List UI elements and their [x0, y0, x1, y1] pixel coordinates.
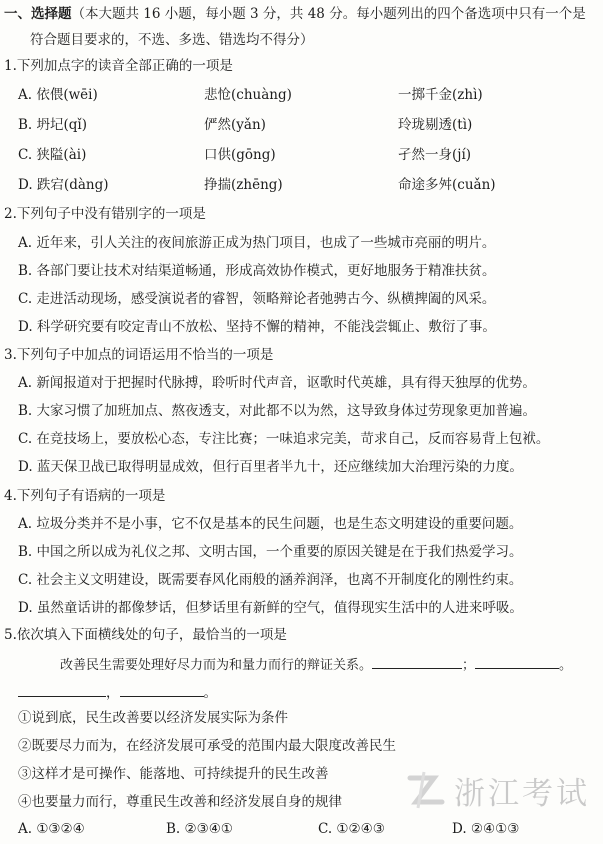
q3-option-a: A. 新闻报道对于把握时代脉搏，聆听时代声音，讴歌时代英雄，具有得天独厚的优势。: [18, 375, 536, 391]
q3-stem: 3.下列句子中加点的词语运用不恰当的一项是: [4, 347, 274, 363]
q5-passage-line-2: [18, 682, 217, 702]
q5-choice-a: A. ①③②④: [18, 821, 85, 837]
q2-option-a: A. 近年来，引人关注的夜间旅游正成为热门项目，也成了一些城市亮丽的明片。: [18, 235, 496, 251]
q1-option-a-3: 一掷千金(zhì): [398, 87, 483, 103]
q2-option-d: D. 科学研究要有咬定青山不放松、坚持不懈的精神，不能浅尝辄止、敷衍了事。: [18, 319, 496, 335]
q5-passage: 改善民生需要处理好尽力而为和量力而行的辩证关系。: [60, 658, 373, 673]
fill-blank-3: [18, 682, 106, 697]
q1-option-c-3: 孑然一身(jí): [398, 147, 472, 163]
q5-item-4: ④也要量力而行，尊重民生改善和经济发展自身的规律: [18, 794, 342, 810]
q4-option-d: D. 虽然童话讲的都像梦话，但梦话里有新鲜的空气，值得现实生活中的人进来呼吸。: [18, 600, 523, 616]
q4-stem: 4.下列句子有语病的一项是: [4, 488, 166, 504]
section-title: 一、选择题: [4, 6, 72, 22]
q5-item-2: ②既要尽力而为，在经济发展可承受的范围内最大限度改善民生: [18, 738, 396, 754]
q5-choice-d: D. ②④①③: [452, 821, 520, 837]
section-desc-2: 符合题目要求的，不选、多选、错选均不得分）: [30, 32, 314, 48]
q3-option-b: B. 大家习惯了加班加点、熬夜透支，对此都不以为然，这导致身体过劳现象更加普遍。: [18, 403, 537, 419]
section-header: [4, 5, 586, 23]
q2-option-c: C. 走进活动现场，感受演说者的睿智，领略辩论者弛骋古今、纵横捭阖的风采。: [18, 291, 496, 307]
q1-option-c-1: C. 狭隘(ài): [18, 147, 87, 163]
q1-stem: 1.下列加点字的读音全部正确的一项是: [4, 58, 233, 74]
watermark-logo-icon: [404, 768, 448, 812]
q3-option-c: C. 在竞技场上，要放松心态，专注比赛；一味追求完美，苛求自己，反而容易背上包袱。: [18, 431, 550, 447]
q2-stem: 2.下列句子中没有错别字的一项是: [4, 206, 206, 222]
fill-blank-4: [120, 682, 204, 697]
q1-option-a-1: A. 依偎(wēi): [18, 87, 98, 103]
q1-option-c-2: 口供(gōng): [204, 147, 276, 163]
q5-item-1: ①说到底，民生改善要以经济发展实际为条件: [18, 710, 288, 726]
q1-option-b-1: B. 坍圮(qǐ): [18, 117, 87, 133]
q5-end-2: 。: [203, 685, 217, 701]
q4-option-a: A. 垃圾分类并不是小事，它不仅是基本的民生问题，也是生态文明建设的重要问题。: [18, 516, 523, 532]
watermark-text: 浙江考试: [454, 775, 590, 812]
q4-option-b: B. 中国之所以成为礼仪之邦、文明古国，一个重要的原因关键是在于我们热爱学习。: [18, 544, 523, 560]
q1-option-b-3: 玲珑剔透(tì): [398, 117, 473, 133]
watermark: [404, 762, 600, 818]
q2-option-b: B. 各部门要让技术对结渠道畅通，形成高效协作模式，更好地服务于精准扶贫。: [18, 263, 496, 279]
fill-blank-2: [475, 654, 559, 669]
q5-passage-line-1: [60, 654, 572, 675]
fill-blank-1: [372, 654, 462, 669]
q5-choice-c: C. ①②④③: [318, 821, 385, 837]
q1-option-d-1: D. 跌宕(dàng): [18, 177, 109, 193]
q1-option-b-2: 俨然(yǎn): [204, 117, 266, 133]
q1-option-d-3: 命途多舛(cuǎn): [398, 177, 496, 193]
q5-choice-b: B. ②③④①: [166, 821, 233, 837]
q4-option-c: C. 社会主义文明建设，既需要春风化雨般的涵养润泽，也离不开制度化的刚性约束。: [18, 572, 523, 588]
section-desc-1: （本大题共 16 小题，每小题 3 分，共 48 分。每小题列出的四个备选项中只有一个是: [71, 6, 586, 22]
q5-item-3: ③这样才是可操作、能落地、可持续提升的民生改善: [18, 766, 329, 782]
q5-stem: 5.依次填入下面横线处的句子，最恰当的一项是: [4, 627, 287, 643]
q1-option-a-2: 悲怆(chuàng): [204, 87, 292, 103]
q1-option-d-2: 挣揣(zhēng): [204, 177, 283, 193]
q3-option-d: D. 蓝天保卫战已取得明显成效，但行百里者半九十，还应继续加大治理污染的力度。: [18, 459, 523, 475]
q5-end-1: 。: [559, 658, 573, 673]
q5-sep-1: ；: [462, 658, 476, 673]
q5-sep-2: ，: [106, 685, 120, 701]
